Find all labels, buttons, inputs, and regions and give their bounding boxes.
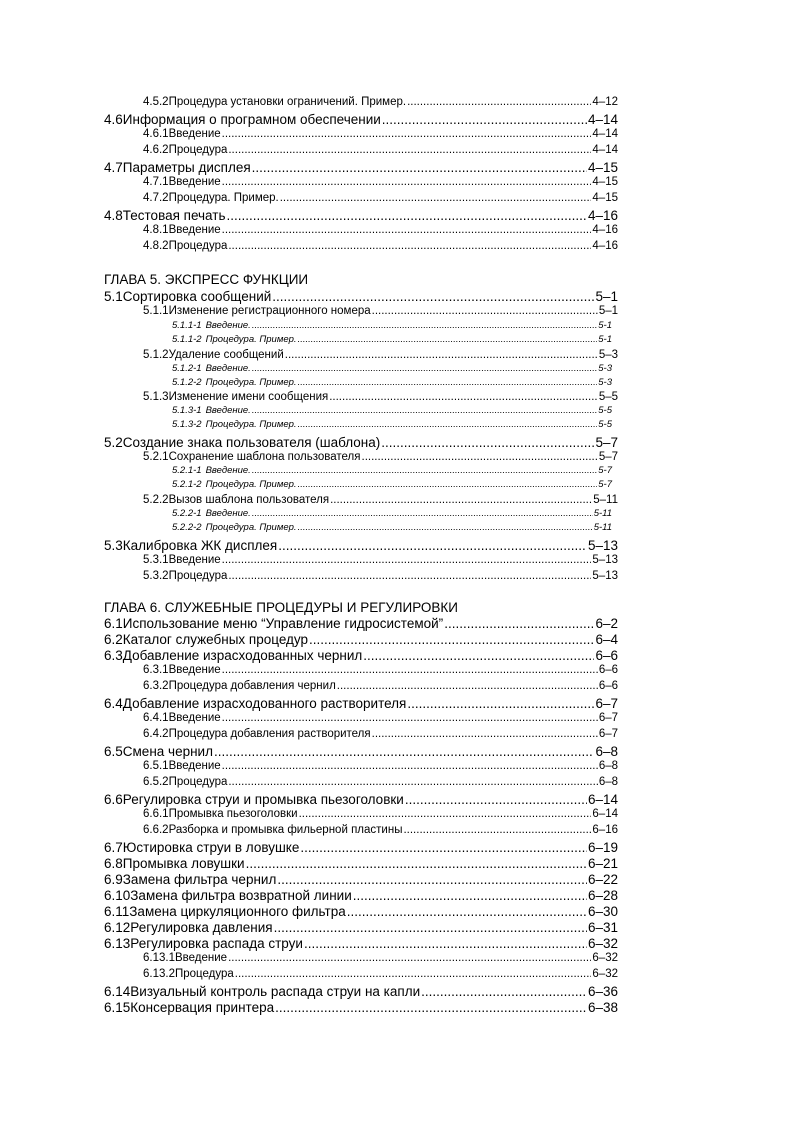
toc-entry[interactable] [143, 776, 618, 788]
toc-entry[interactable] [143, 712, 618, 724]
toc-entry[interactable] [172, 479, 612, 490]
toc-entry-number: 5.1.3-1 [172, 405, 202, 416]
toc-entry-number: 6.9 [104, 872, 123, 887]
toc-entry[interactable] [143, 224, 618, 236]
toc-entry-page: 5-11 [593, 508, 612, 519]
toc-entry[interactable] [104, 435, 618, 450]
toc-entry-title: Процедура [168, 144, 228, 156]
toc-entry-title: Добавление израсходованного растворителя [122, 696, 407, 711]
dot-leader [298, 377, 598, 388]
toc-entry-number: 4.6.1 [143, 128, 169, 140]
dot-leader [280, 192, 592, 204]
dot-leader [285, 349, 598, 361]
toc-entry-number: 6.13.1 [143, 952, 175, 964]
toc-entry-title: Введение [168, 128, 221, 140]
toc-entry-number: 4.8.1 [143, 224, 169, 236]
toc-entry-number: 6.5.2 [143, 776, 169, 788]
toc-entry-page: 4–15 [592, 192, 618, 204]
toc-entry-title: Процедура [174, 968, 234, 980]
toc-entry-number: 6.6.1 [143, 808, 169, 820]
toc-entry-number: 5.1.3-2 [172, 419, 202, 430]
toc-entry-number: 5.3.2 [143, 570, 169, 582]
dot-leader [222, 664, 598, 676]
toc-entry-page: 5–3 [598, 349, 618, 361]
toc-entry[interactable] [172, 508, 612, 519]
dot-leader [372, 728, 598, 740]
toc-entry-number: 6.14 [104, 984, 131, 999]
toc-entry-number: 4.6.2 [143, 144, 169, 156]
dot-leader [275, 1000, 587, 1015]
toc-entry[interactable] [143, 192, 618, 204]
dot-leader [298, 479, 598, 490]
toc-entry-page: 6–32 [587, 936, 618, 951]
dot-leader [228, 570, 591, 582]
toc-entry-title: Введение [168, 554, 221, 566]
toc-entry-number: 5.1.2-2 [172, 377, 202, 388]
toc-entry[interactable] [143, 144, 618, 156]
toc-entry-title: Разборка и промывка фильерной пластины [168, 824, 403, 836]
toc-entry-title: Процедура добавления чернил [168, 680, 336, 692]
toc-entry[interactable] [172, 334, 612, 345]
dot-leader [372, 305, 598, 317]
toc-entry-page: 6–19 [587, 840, 618, 855]
toc-entry-number: 6.6.2 [143, 824, 169, 836]
toc-entry-title: Создание знака пользователя (шаблона) [122, 435, 381, 450]
toc-entry-page: 5–1 [598, 305, 618, 317]
toc-entry-number: 6.4.1 [143, 712, 169, 724]
toc-entry-number: 6.10 [104, 888, 131, 903]
dot-leader [403, 824, 591, 836]
dot-leader [252, 508, 593, 519]
toc-entry-page: 6–6 [595, 648, 618, 663]
toc-entry-number: 6.3.1 [143, 664, 169, 676]
toc-entry-number: 6.12 [104, 920, 131, 935]
toc-entry-number: 4.8.2 [143, 240, 169, 252]
toc-entry[interactable] [104, 616, 618, 631]
toc-entry[interactable] [104, 840, 618, 855]
toc-entry-page: 6–28 [587, 888, 618, 903]
toc-entry-title: Введение [168, 664, 221, 676]
dot-leader [214, 744, 595, 759]
toc-entry[interactable] [104, 632, 618, 647]
toc-entry-number: 6.13 [104, 936, 131, 951]
toc-entry[interactable] [104, 744, 618, 759]
toc-entry-title: Введение. [205, 363, 251, 374]
dot-leader [222, 760, 598, 772]
toc-entry[interactable] [143, 240, 618, 252]
toc-entry-page: 6–8 [598, 776, 618, 788]
toc-entry-page: 5–13 [592, 554, 618, 566]
toc-entry-number: 5.1.1-2 [172, 334, 202, 345]
toc-entry-title: Добавление израсходованных чернил [122, 648, 363, 663]
toc-entry[interactable] [143, 349, 618, 361]
toc-entry-number: 6.5.1 [143, 760, 169, 772]
toc-entry-page: 4–16 [592, 224, 618, 236]
dot-leader [235, 968, 592, 980]
dot-leader [407, 696, 594, 711]
toc-entry-title: Замена фильтра возвратной линии [130, 888, 352, 903]
toc-entry-title: Введение [168, 712, 221, 724]
toc-entry-number: 6.8 [104, 856, 123, 871]
toc-entry-title: Процедура добавления растворителя [168, 728, 371, 740]
toc-entry[interactable] [104, 936, 618, 951]
toc-entry-page: 5-5 [598, 419, 612, 430]
dot-leader [353, 888, 587, 903]
toc-entry[interactable] [143, 728, 618, 740]
dot-leader [252, 320, 597, 331]
toc-entry[interactable] [172, 405, 612, 416]
toc-entry-title: Процедура. Пример. [205, 419, 297, 430]
toc-entry-number: 5.2.2-2 [172, 522, 202, 533]
toc-entry-title: Введение [174, 952, 228, 964]
toc-entry[interactable] [143, 391, 618, 403]
toc-entry-title: Введение. [205, 320, 251, 331]
dot-leader [298, 419, 598, 430]
toc-entry-page: 6–8 [598, 760, 618, 772]
chapter-heading: ГЛАВА 6. СЛУЖЕБНЫЕ ПРОЦЕДУРЫ И РЕГУЛИРОВКИ [104, 600, 458, 615]
toc-entry-title: Смена чернил [122, 744, 213, 759]
toc-entry-number: 6.7 [104, 840, 123, 855]
toc-entry-number: 5.1.2 [143, 349, 169, 361]
toc-entry[interactable] [172, 465, 612, 476]
toc-entry-page: 4–15 [587, 160, 618, 175]
dot-leader [246, 856, 587, 871]
toc-entry-page: 6–22 [587, 872, 618, 887]
toc-entry-number: 5.1.1 [143, 305, 169, 317]
toc-entry-page: 5–5 [598, 391, 618, 403]
toc-entry[interactable] [172, 419, 612, 430]
toc-entry[interactable] [104, 984, 618, 999]
toc-entry-title: Введение. [205, 465, 251, 476]
toc-entry-page: 6–36 [587, 984, 618, 999]
toc-entry-title: Процедура. Пример. [205, 377, 297, 388]
toc-entry-page: 6–16 [592, 824, 618, 836]
dot-leader [382, 112, 587, 127]
toc-entry-page: 6–7 [598, 728, 618, 740]
toc-entry-page: 6–2 [595, 616, 618, 631]
dot-leader [299, 808, 592, 820]
toc-entry-title: Удаление сообщений [168, 349, 284, 361]
toc-entry-title: Параметры дисплея [122, 160, 251, 175]
toc-entry-number: 5.1 [104, 289, 123, 304]
dot-leader [228, 776, 597, 788]
toc-entry[interactable] [143, 760, 618, 772]
toc-entry[interactable] [172, 320, 612, 331]
toc-entry-number: 5.2.1 [143, 451, 169, 463]
toc-entry-title: Замена фильтра чернил [122, 872, 277, 887]
toc-entry-page: 5-7 [598, 465, 612, 476]
toc-entry-page: 4–16 [592, 240, 618, 252]
toc-entry[interactable] [104, 112, 618, 127]
toc-entry-number: 5.3 [104, 538, 123, 553]
toc-entry-page: 5-7 [598, 479, 612, 490]
toc-entry-title: Тестовая печать [122, 208, 226, 223]
toc-entry-page: 5-5 [598, 405, 612, 416]
toc-entry-number: 6.11 [104, 904, 130, 919]
toc-entry-number: 6.15 [104, 1000, 131, 1015]
toc-entry-title: Каталог служебных процедур [122, 632, 309, 647]
toc-entry-page: 6–32 [592, 952, 618, 964]
toc-entry-page: 5-1 [598, 320, 612, 331]
dot-leader [304, 936, 587, 951]
toc-entry-page: 6–38 [587, 1000, 618, 1015]
dot-leader [228, 240, 591, 252]
toc-entry-title: Сохранение шаблона пользователя [168, 451, 361, 463]
dot-leader [222, 554, 592, 566]
toc-entry[interactable] [143, 808, 618, 820]
dot-leader [407, 96, 591, 108]
toc-entry-number: 5.2.1-1 [172, 465, 202, 476]
dot-leader [222, 128, 592, 140]
dot-leader [252, 160, 587, 175]
dot-leader [278, 538, 587, 553]
toc-entry-title: Процедура. Пример. [205, 479, 297, 490]
toc-entry-title: Процедура. Пример. [168, 192, 279, 204]
toc-entry-title: Юстировка струи в ловушке [122, 840, 300, 855]
dot-leader [381, 435, 594, 450]
dot-leader [444, 616, 594, 631]
dot-leader [300, 840, 587, 855]
dot-leader [329, 391, 598, 403]
toc-entry[interactable] [172, 377, 612, 388]
toc-entry-title: Вызов шаблона пользователя [168, 494, 330, 506]
toc-entry-number: 5.2.2-1 [172, 508, 202, 519]
toc-entry[interactable] [104, 160, 618, 175]
toc-entry-page: 4–16 [587, 208, 618, 223]
toc-entry-page: 5–1 [595, 289, 618, 304]
dot-leader [405, 792, 587, 807]
toc-entry-title: Введение [168, 760, 221, 772]
dot-leader [421, 984, 587, 999]
dot-leader [363, 648, 594, 663]
toc-entry[interactable] [143, 96, 618, 108]
toc-entry[interactable] [143, 952, 618, 964]
toc-entry-page: 6–6 [598, 664, 618, 676]
toc-entry-page: 4–14 [587, 112, 618, 127]
toc-entry[interactable] [143, 494, 618, 506]
toc-entry-number: 4.8 [104, 208, 123, 223]
toc-entry[interactable] [104, 208, 618, 223]
toc-entry[interactable] [104, 792, 618, 807]
toc-entry-page: 6–6 [598, 680, 618, 692]
dot-leader [362, 451, 598, 463]
dot-leader [272, 289, 594, 304]
toc-entry-title: Информация о програмном обеспечении [122, 112, 381, 127]
dot-leader [228, 144, 591, 156]
toc-entry-number: 6.4.2 [143, 728, 169, 740]
toc-entry-number: 6.4 [104, 696, 123, 711]
toc-entry-title: Сортировка сообщений [122, 289, 272, 304]
toc-entry-number: 4.6 [104, 112, 123, 127]
dot-leader [309, 632, 594, 647]
dot-leader [347, 904, 587, 919]
toc-entry[interactable] [143, 451, 618, 463]
toc-entry-number: 5.2.2 [143, 494, 169, 506]
toc-entry-page: 6–14 [587, 792, 618, 807]
toc-entry-number: 4.7.1 [143, 176, 169, 188]
toc-entry-title: Процедура. Пример. [205, 334, 297, 345]
toc-entry-title: Введение. [205, 508, 251, 519]
toc-entry-number: 4.7 [104, 160, 123, 175]
toc-entry[interactable] [104, 648, 618, 663]
toc-entry[interactable] [143, 570, 618, 582]
toc-entry[interactable] [143, 680, 618, 692]
toc-entry-title: Промывка ловушки [122, 856, 245, 871]
toc-entry-number: 6.1 [104, 616, 123, 631]
toc-entry-title: Использование меню “Управление гидросистемой” [122, 616, 444, 631]
dot-leader [274, 920, 587, 935]
toc-entry[interactable] [104, 696, 618, 711]
toc-entry-title: Изменение регистрационного номера [168, 305, 371, 317]
toc-entry[interactable] [143, 664, 618, 676]
toc-entry-page: 4–14 [592, 128, 618, 140]
toc-entry[interactable] [143, 824, 618, 836]
toc-entry-page: 5-3 [598, 377, 612, 388]
toc-entry[interactable] [143, 176, 618, 188]
toc-entry-title: Процедура установки ограничений. Пример. [168, 96, 407, 108]
dot-leader [298, 522, 593, 533]
toc-entry[interactable] [143, 128, 618, 140]
toc-entry-number: 5.1.1-1 [172, 320, 202, 331]
toc-entry-title: Введение [168, 224, 221, 236]
toc-entry-title: Визуальный контроль распада струи на капли [130, 984, 421, 999]
toc-entry-number: 6.3 [104, 648, 123, 663]
dot-leader [227, 208, 587, 223]
dot-leader [277, 872, 587, 887]
toc-entry-page: 6–7 [598, 712, 618, 724]
toc-entry[interactable] [104, 856, 618, 871]
toc-entry-page: 5–7 [598, 451, 618, 463]
toc-entry[interactable] [172, 363, 612, 374]
toc-entry[interactable] [104, 1000, 618, 1015]
toc-entry-number: 6.5 [104, 744, 123, 759]
toc-entry[interactable] [143, 968, 618, 980]
toc-entry[interactable] [104, 920, 618, 935]
toc-entry-page: 5-1 [598, 334, 612, 345]
toc-entry-number: 4.7.2 [143, 192, 169, 204]
toc-entry-number: 5.3.1 [143, 554, 169, 566]
toc-entry-page: 5-3 [598, 363, 612, 374]
toc-entry-page: 4–14 [592, 144, 618, 156]
toc-entry-page: 6–31 [587, 920, 618, 935]
toc-entry-page: 5–13 [587, 538, 618, 553]
toc-entry-page: 5–13 [592, 570, 618, 582]
toc-entry[interactable] [104, 872, 618, 887]
toc-entry-title: Регулировка давления [130, 920, 273, 935]
dot-leader [252, 405, 597, 416]
dot-leader [222, 176, 592, 188]
toc-entry-number: 6.2 [104, 632, 123, 647]
toc-entry-title: Регулировка распада струи [130, 936, 303, 951]
toc-entry-page: 6–14 [592, 808, 618, 820]
toc-entry[interactable] [104, 289, 618, 304]
toc-entry[interactable] [172, 522, 612, 533]
toc-entry[interactable] [104, 538, 618, 553]
toc-entry-number: 5.1.3 [143, 391, 169, 403]
toc-entry-title: Введение [168, 176, 221, 188]
toc-entry-number: 5.2.1-2 [172, 479, 202, 490]
toc-entry-page: 6–30 [587, 904, 618, 919]
toc-entry-page: 5-11 [593, 522, 612, 533]
toc-entry-page: 5–7 [595, 435, 618, 450]
toc-entry-page: 6–32 [592, 968, 618, 980]
toc-entry-number: 6.3.2 [143, 680, 169, 692]
toc-entry[interactable] [104, 904, 618, 919]
toc-entry-title: Замена циркуляционного фильтра [129, 904, 346, 919]
toc-entry-title: Изменение имени сообщения [168, 391, 329, 403]
dot-leader [337, 680, 598, 692]
toc-entry-number: 6.13.2 [143, 968, 175, 980]
dot-leader [252, 363, 597, 374]
toc-entry-page: 4–15 [592, 176, 618, 188]
dot-leader [252, 465, 597, 476]
toc-entry-title: Калибровка ЖК дисплея [122, 538, 278, 553]
toc-entry-title: Введение. [205, 405, 251, 416]
dot-leader [298, 334, 598, 345]
toc-entry-page: 6–21 [587, 856, 618, 871]
dot-leader [222, 224, 592, 236]
toc-entry-page: 6–7 [595, 696, 618, 711]
toc-entry-title: Процедура [168, 240, 228, 252]
chapter-heading: ГЛАВА 5. ЭКСПРЕСС ФУНКЦИИ [104, 272, 309, 287]
dot-leader [222, 712, 598, 724]
toc-entry[interactable] [143, 305, 618, 317]
toc-entry-title: Процедура. Пример. [205, 522, 297, 533]
toc-entry-page: 6–4 [595, 632, 618, 647]
toc-entry-title: Консервация принтера [130, 1000, 275, 1015]
toc-entry[interactable] [104, 888, 618, 903]
toc-entry-page: 4–12 [592, 96, 618, 108]
toc-entry-page: 5–11 [593, 494, 618, 506]
toc-entry-number: 5.2 [104, 435, 123, 450]
toc-entry[interactable] [143, 554, 618, 566]
toc-entry-title: Регулировка струи и промывка пьезоголовки [122, 792, 404, 807]
toc-entry-number: 4.5.2 [143, 96, 169, 108]
dot-leader [228, 952, 591, 964]
toc-entry-page: 6–8 [595, 744, 618, 759]
toc-entry-number: 5.1.2-1 [172, 363, 202, 374]
toc-entry-title: Процедура [168, 570, 228, 582]
toc-entry-title: Промывка пьезоголовки [168, 808, 298, 820]
dot-leader [330, 494, 592, 506]
toc-entry-number: 6.6 [104, 792, 123, 807]
toc-entry-title: Процедура [168, 776, 228, 788]
